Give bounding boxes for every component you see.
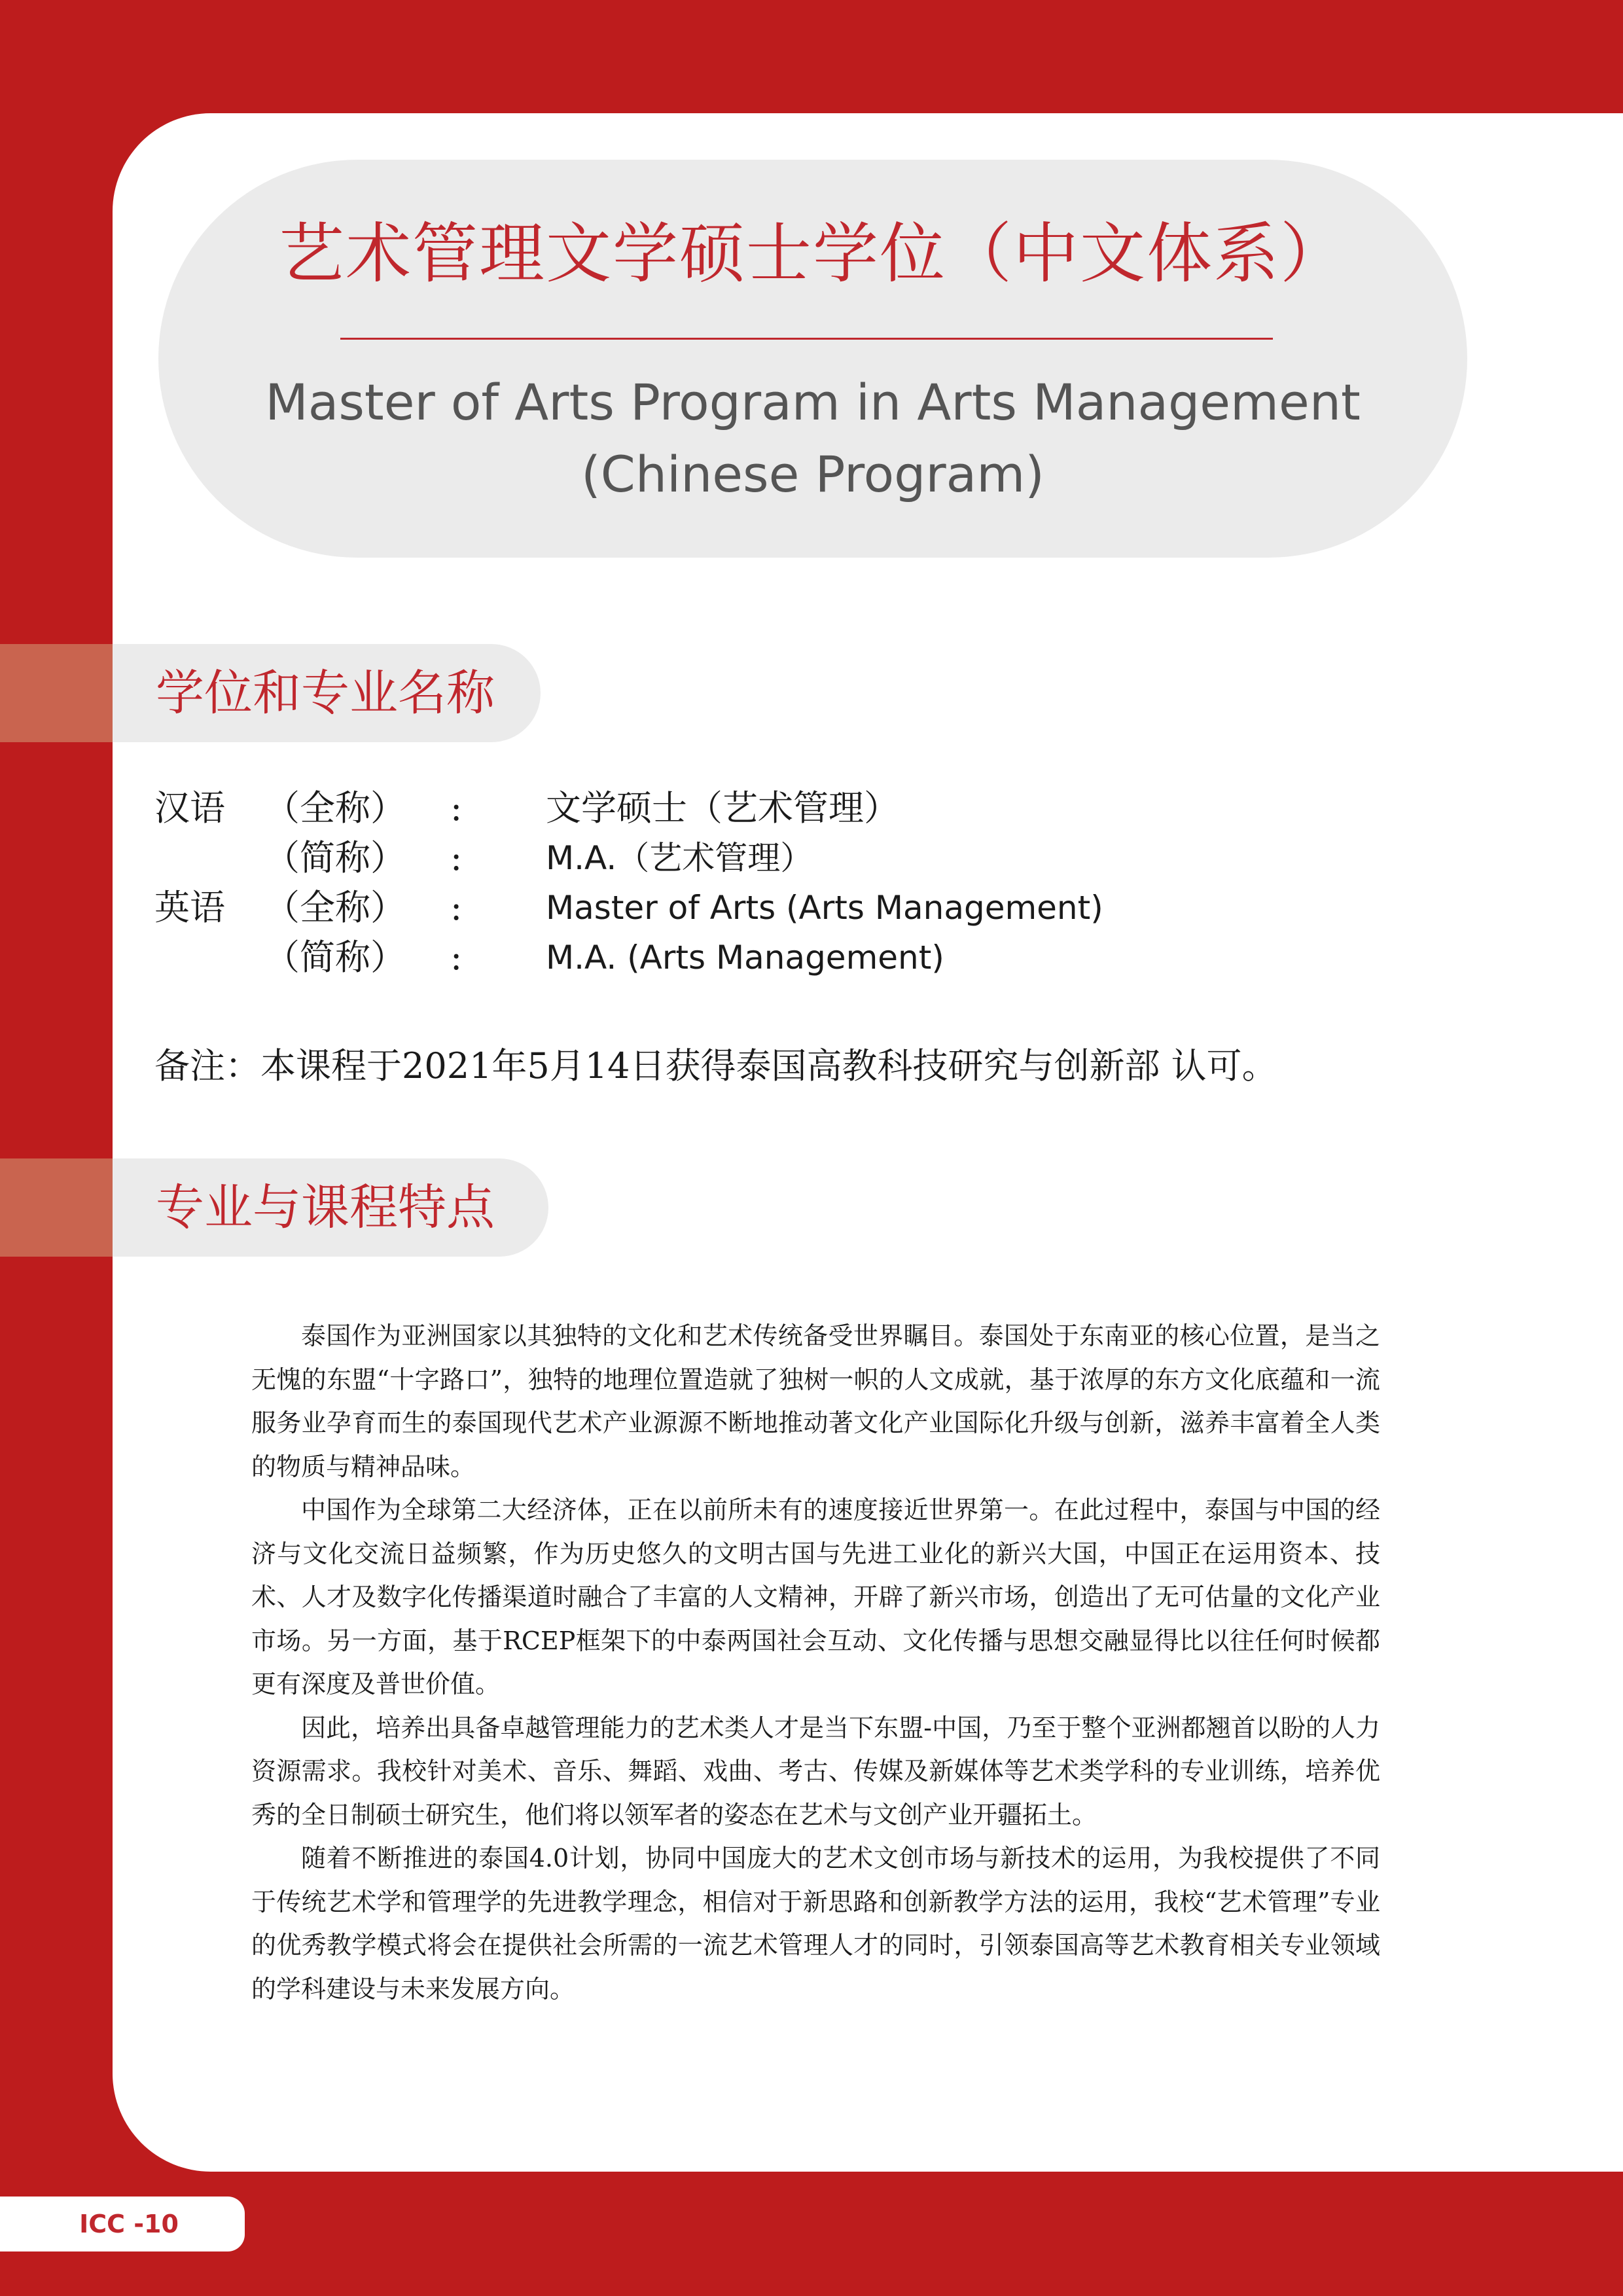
paragraph: 泰国作为亚洲国家以其独特的文化和艺术传统备受世界瞩目。泰国处于东南亚的核心位置，是当之无愧的东盟“十字路口”，独特的地理位置造就了独树一帜的人文成就，基于浓厚的东方文化底蕴和一流服务业孕育而生的泰国现代艺术产业源源不断地推动著文化产业国际化升级与创新，滋养丰富着全人类的物质与精神品味。 <box>251 1321 1380 1481</box>
page-title-english <box>158 367 1467 511</box>
section-heading-features: 专业与课程特点 <box>156 1179 495 1236</box>
section-accent <box>0 1158 113 1257</box>
degree-row <box>0 883 1309 933</box>
degree-kind: （简称） <box>264 937 406 978</box>
accreditation-note: 备注：本课程于2021年5月14日获得泰国高教科技研究与创新部 认可。 <box>154 1045 1277 1086</box>
page-number: ICC -10 <box>79 2210 179 2238</box>
degree-value: M.A. (Arts Management) <box>546 939 944 977</box>
paragraph: 因此，培养出具备卓越管理能力的艺术类人才是当下东盟-中国，乃至于整个亚洲都翘首以盼的人力资源需求。我校针对美术、音乐、舞蹈、戏曲、考古、传媒及新媒体等艺术类学科的专业训练，培养优秀的全日制硕士研究生，他们将以领军者的姿态在艺术与文创产业开疆拓土。 <box>251 1713 1380 1829</box>
program-description <box>251 1314 1380 2011</box>
degree-colon: : <box>450 887 463 928</box>
degree-kind: （全称） <box>264 887 406 928</box>
degree-colon: : <box>450 787 463 829</box>
page-title-english-line1: Master of Arts Program in Arts Management <box>265 373 1361 431</box>
degree-value: M.A.（艺术管理） <box>546 839 813 877</box>
section-accent <box>0 644 113 742</box>
page-title-english-line2: (Chinese Program) <box>581 445 1044 503</box>
section-heading-degree: 学位和专业名称 <box>156 665 495 721</box>
title-divider <box>340 338 1273 340</box>
degree-value: Master of Arts (Arts Management) <box>546 889 1103 927</box>
degree-value: 文学硕士（艺术管理） <box>546 787 899 829</box>
degree-kind: （全称） <box>264 787 406 829</box>
degree-row <box>0 833 1309 883</box>
degree-language: 汉语 <box>154 787 225 829</box>
degree-kind: （简称） <box>264 837 406 878</box>
page-title-chinese: 艺术管理文学硕士学位（中文体系） <box>279 215 1347 292</box>
paragraph: 随着不断推进的泰国4.0计划，协同中国庞大的艺术文创市场与新技术的运用，为我校提供了不同于传统艺术学和管理学的先进教学理念，相信对于新思路和创新教学方法的运用，我校“艺术管理”专业的优秀教学模式将会在提供社会所需的一流艺术管理人才的同时，引领泰国高等艺术教育相关专业领域的学科建设与未来发展方向。 <box>251 1844 1380 2003</box>
degree-language: 英语 <box>154 887 225 928</box>
paragraph: 中国作为全球第二大经济体，正在以前所未有的速度接近世界第一。在此过程中，泰国与中国的经济与文化交流日益频繁，作为历史悠久的文明古国与先进工业化的新兴大国，中国正在运用资本、技术、人才及数字化传播渠道时融合了丰富的人文精神，开辟了新兴市场，创造出了无可估量的文化产业市场。另一方面，基于RCEP框架下的中泰两国社会互动、文化传播与思想交融显得比以往任何时候都更有深度及普世价值。 <box>251 1496 1380 1698</box>
degree-row <box>0 783 1309 833</box>
degree-row <box>0 933 1309 982</box>
degree-colon: : <box>450 837 463 878</box>
degree-colon: : <box>450 937 463 978</box>
